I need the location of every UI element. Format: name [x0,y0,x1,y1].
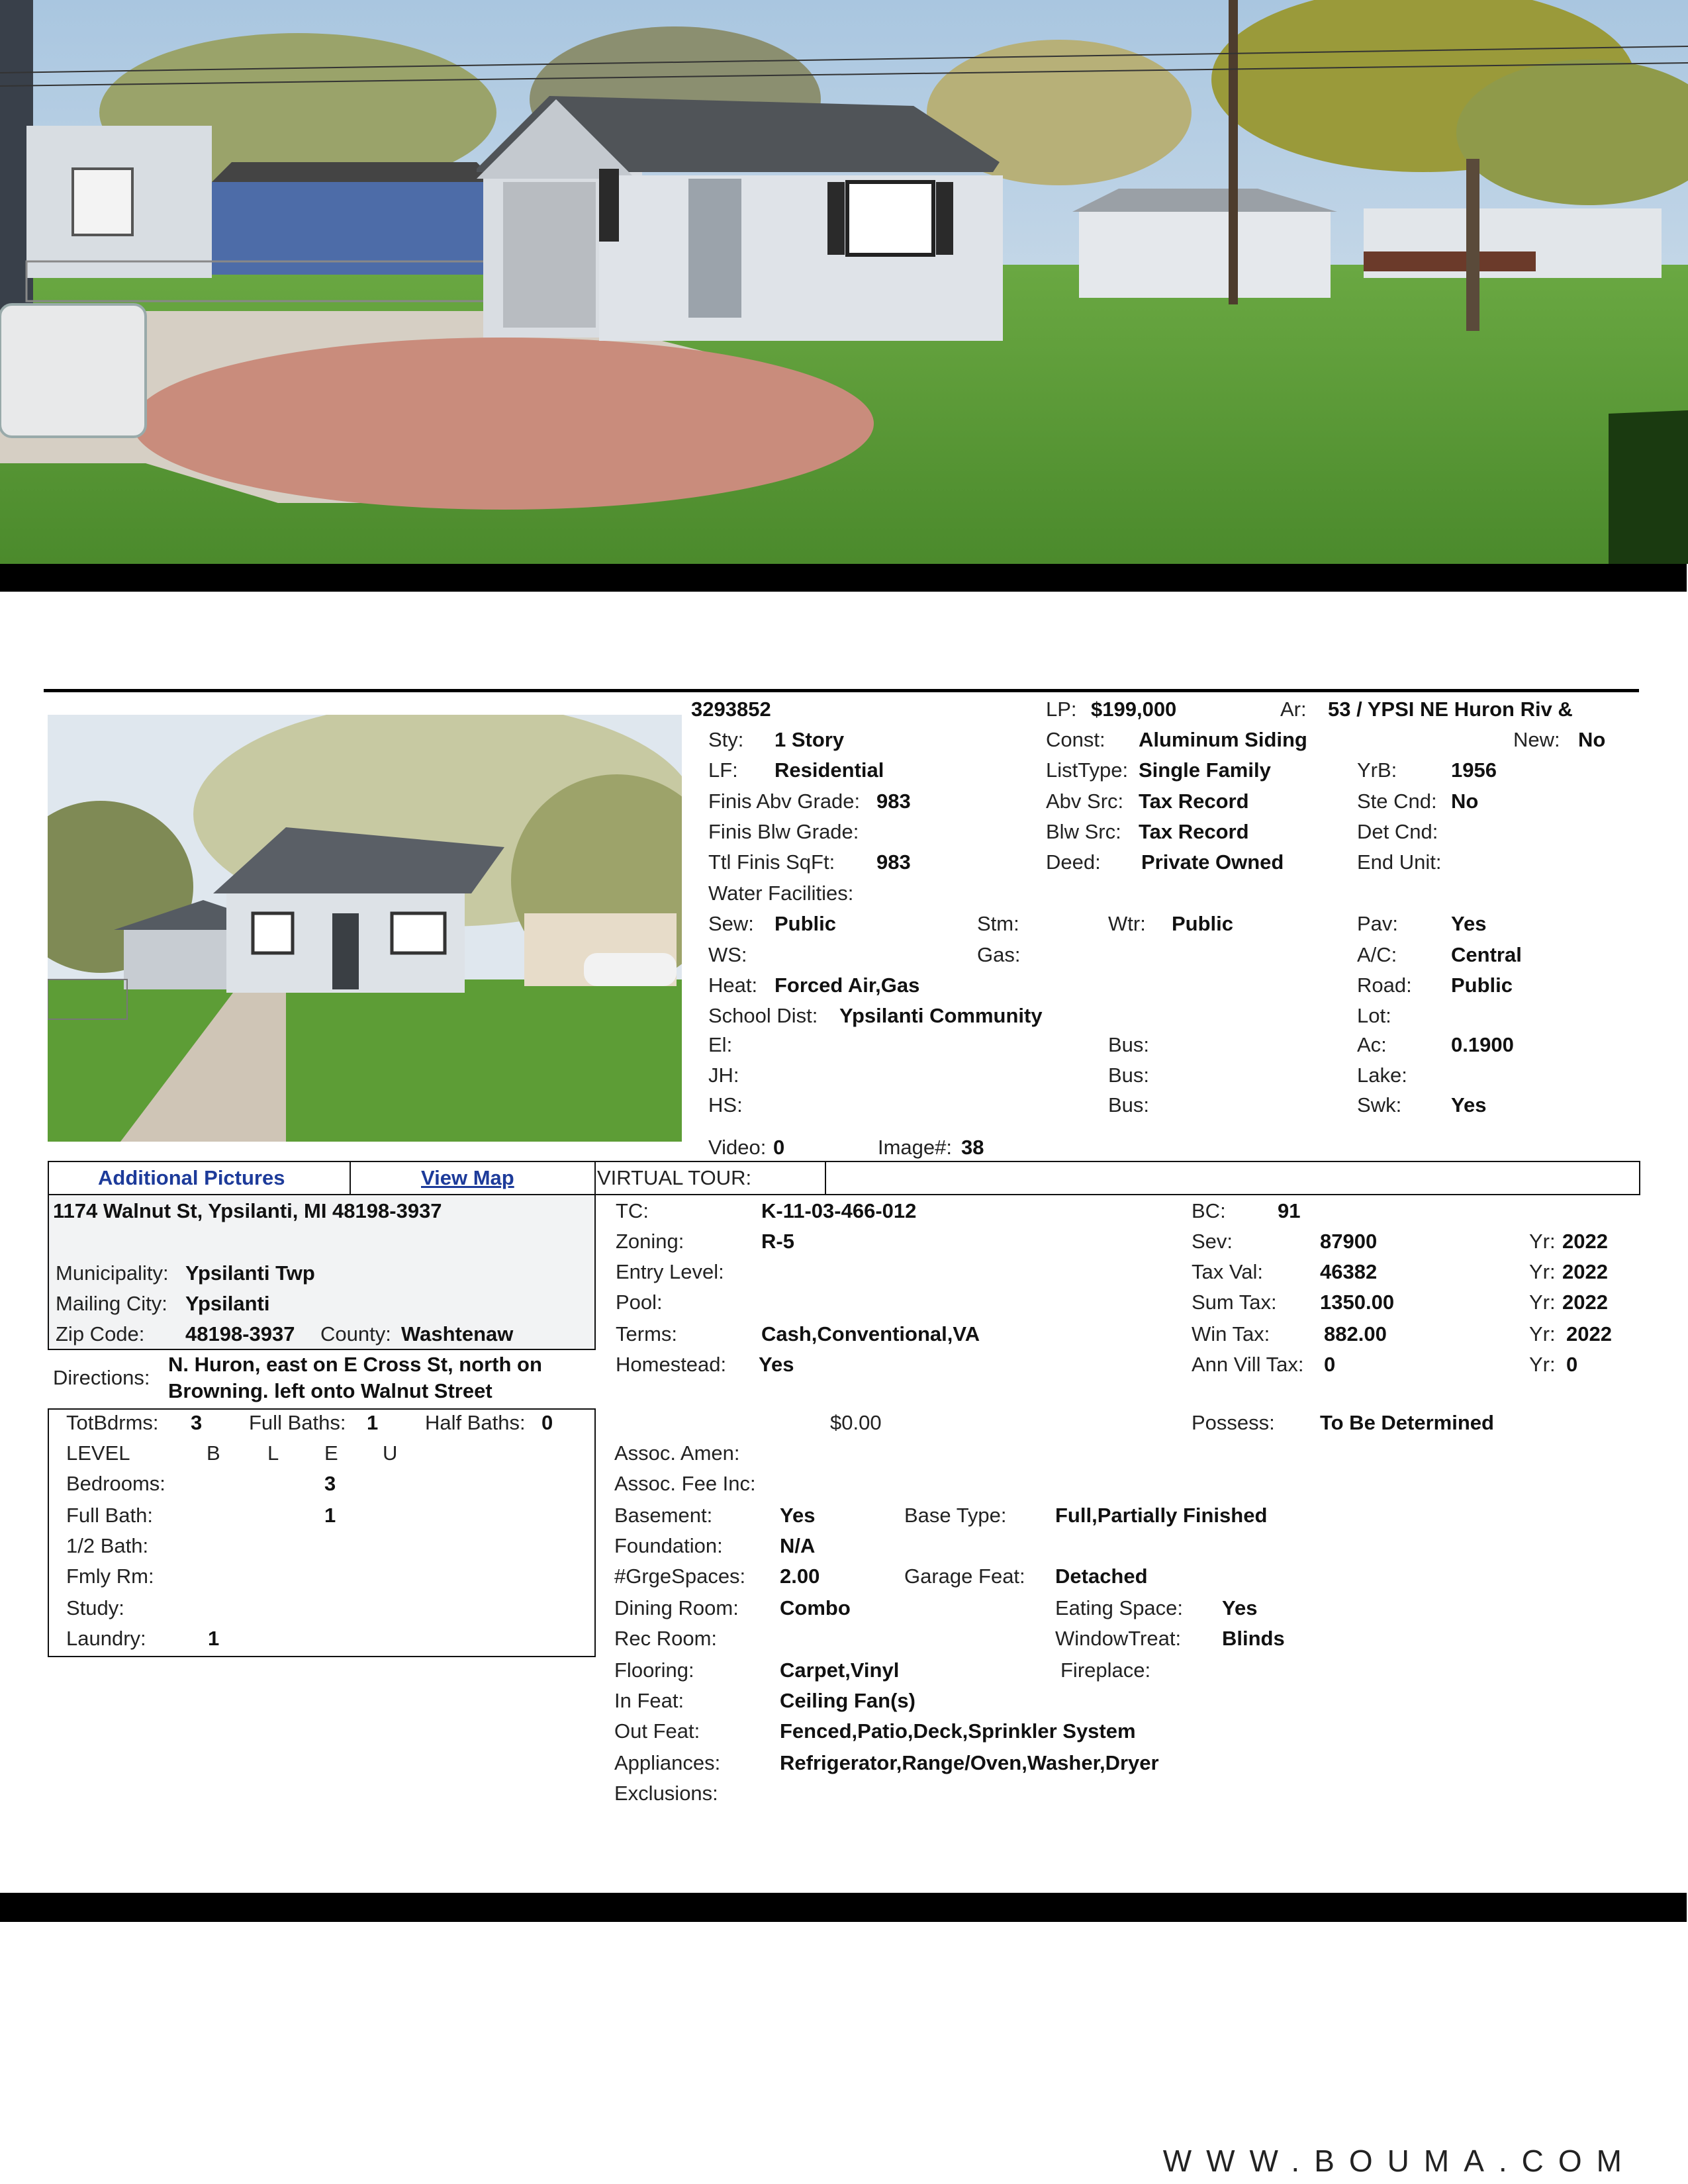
bedrooms-label: Bedrooms: [66,1472,165,1495]
base-type-label: Base Type: [904,1504,1007,1527]
water-facilities-label: Water Facilities: [708,882,854,905]
lake-label: Lake: [1357,1064,1407,1087]
basement-label: Basement: [614,1504,713,1527]
sum-tax-yr-label: Yr: [1529,1291,1556,1314]
sev-yr-label: Yr: [1529,1230,1556,1253]
sew-label: Sew: [708,912,754,935]
road-value: Public [1451,974,1513,997]
appliances-label: Appliances: [614,1751,721,1774]
tot-bdrms-label: TotBdrms: [66,1411,159,1434]
wtr-label: Wtr: [1108,912,1146,935]
win-tax-value: 882.00 [1324,1322,1387,1345]
appliances-value: Refrigerator,Range/Oven,Washer,Dryer [780,1751,1159,1774]
base-type-value: Full,Partially Finished [1055,1504,1268,1527]
directions-line2: Browning. left onto Walnut Street [168,1379,492,1402]
sev-yr-value: 2022 [1562,1230,1608,1253]
full-bath-e-value: 1 [324,1504,336,1527]
jh-label: JH: [708,1064,739,1087]
zip-value: 48198-3937 [185,1322,295,1345]
ws-label: WS: [708,943,747,966]
ann-vill-yr-label: Yr: [1529,1353,1556,1376]
ttl-finis-value: 983 [876,850,911,874]
area-value: 53 / YPSI NE Huron Riv & [1328,698,1573,721]
entry-level-label: Entry Level: [616,1260,724,1283]
tc-label: TC: [616,1199,649,1222]
blw-src-label: Blw Src: [1046,820,1121,843]
level-b-header: B [207,1441,220,1465]
year-built-value: 1956 [1451,758,1497,782]
window-treat-value: Blinds [1222,1627,1285,1650]
bedrooms-e-value: 3 [324,1472,336,1495]
virtual-tour-label: VIRTUAL TOUR: [597,1166,752,1189]
acres-label: Ac: [1357,1033,1387,1056]
hero-photo-backyard-garage [0,0,1688,564]
laundry-b-value: 1 [208,1627,220,1650]
finis-abv-value: 983 [876,790,911,813]
sev-value: 87900 [1320,1230,1378,1253]
tot-bdrms-value: 3 [191,1411,203,1434]
virtual-tour-link-cell[interactable] [825,1161,1640,1195]
pav-value: Yes [1451,912,1487,935]
eating-label: Eating Space: [1055,1596,1184,1619]
bottom-black-band [0,1893,1687,1922]
win-tax-yr-label: Yr: [1529,1322,1556,1345]
ac-label: A/C: [1357,943,1397,966]
deed-label: Deed: [1046,850,1101,874]
swk-value: Yes [1451,1093,1487,1116]
zip-label: Zip Code: [56,1322,145,1345]
mailing-city-value: Ypsilanti [185,1292,270,1315]
in-feat-value: Ceiling Fan(s) [780,1689,915,1712]
mls-number: 3293852 [691,698,771,721]
video-label: Video: [708,1136,767,1159]
study-label: Study: [66,1596,124,1619]
image-count: 38 [961,1136,984,1159]
tc-value: K-11-03-466-012 [761,1199,917,1222]
ttl-finis-label: Ttl Finis SqFt: [708,850,835,874]
fmly-rm-label: Fmly Rm: [66,1565,154,1588]
acres-value: 0.1900 [1451,1033,1514,1056]
full-baths-value: 1 [367,1411,379,1434]
win-tax-yr-value: 2022 [1566,1322,1612,1345]
pool-label: Pool: [616,1291,663,1314]
homestead-label: Homestead: [616,1353,727,1376]
in-feat-label: In Feat: [614,1689,684,1712]
lot-label: Lot: [1357,1004,1391,1027]
address-full: 1174 Walnut St, Ypsilanti, MI 48198-3937 [53,1199,442,1222]
county-label: County: [320,1322,391,1345]
new-value: No [1578,728,1606,751]
list-type-value: Single Family [1139,758,1271,782]
blw-src-value: Tax Record [1139,820,1249,843]
jh-bus-label: Bus: [1108,1064,1150,1087]
out-feat-value: Fenced,Patio,Deck,Sprinkler System [780,1719,1136,1743]
hs-label: HS: [708,1093,743,1116]
ann-vill-yr-value: 0 [1566,1353,1578,1376]
level-u-header: U [383,1441,398,1465]
zoning-label: Zoning: [616,1230,684,1253]
deed-value: Private Owned [1141,850,1284,874]
level-e-header: E [324,1441,338,1465]
flooring-value: Carpet,Vinyl [780,1659,900,1682]
tax-val-yr-label: Yr: [1529,1260,1556,1283]
laundry-label: Laundry: [66,1627,146,1650]
top-black-band [0,564,1687,592]
bc-label: BC: [1192,1199,1226,1222]
list-price: $199,000 [1091,698,1177,721]
flooring-label: Flooring: [614,1659,694,1682]
finis-blw-label: Finis Blw Grade: [708,820,859,843]
lf-value: Residential [774,758,884,782]
school-value: Ypsilanti Community [839,1004,1043,1027]
directions-label: Directions: [53,1366,150,1389]
list-type-label: ListType: [1046,758,1129,782]
road-label: Road: [1357,974,1412,997]
basement-value: Yes [780,1504,816,1527]
fireplace-label: Fireplace: [1060,1659,1151,1682]
half-baths-label: Half Baths: [425,1411,526,1434]
full-bath-label: Full Bath: [66,1504,153,1527]
directions-line1: N. Huron, east on E Cross St, north on [168,1353,542,1376]
possess-label: Possess: [1192,1411,1275,1434]
style-label: Sty: [708,728,744,751]
ste-cnd-value: No [1451,790,1479,813]
swk-label: Swk: [1357,1093,1402,1116]
assoc-amen-label: Assoc. Amen: [614,1441,740,1465]
finis-abv-label: Finis Abv Grade: [708,790,861,813]
eating-value: Yes [1222,1596,1258,1619]
style-value: 1 Story [774,728,845,751]
assoc-fee-inc-label: Assoc. Fee Inc: [614,1472,756,1495]
homestead-value: Yes [759,1353,794,1376]
dining-label: Dining Room: [614,1596,739,1619]
window-treat-label: WindowTreat: [1055,1627,1182,1650]
zoning-value: R-5 [761,1230,794,1253]
win-tax-label: Win Tax: [1192,1322,1270,1345]
ann-vill-label: Ann Vill Tax: [1192,1353,1304,1376]
sum-tax-label: Sum Tax: [1192,1291,1277,1314]
abv-src-label: Abv Src: [1046,790,1124,813]
foundation-label: Foundation: [614,1534,723,1557]
stm-label: Stm: [977,912,1019,935]
lf-label: LF: [708,758,738,782]
garage-feat-value: Detached [1055,1565,1148,1588]
municipality-label: Municipality: [56,1261,169,1285]
garage-spaces-label: #GrgeSpaces: [614,1565,746,1588]
level-header: LEVEL [66,1441,130,1465]
wtr-value: Public [1172,912,1234,935]
ann-vill-value: 0 [1324,1353,1336,1376]
footer-website[interactable]: WWW.BOUMA.COM [1162,2144,1636,2178]
tax-val-label: Tax Val: [1192,1260,1263,1283]
video-value: 0 [773,1136,785,1159]
exclusions-label: Exclusions: [614,1782,718,1805]
image-label: Image#: [878,1136,953,1159]
heat-value: Forced Air,Gas [774,974,920,997]
tax-val-value: 46382 [1320,1260,1378,1283]
thumbnail-photo-front-house [48,715,682,1142]
list-price-label: LP: [1046,698,1077,721]
foundation-value: N/A [780,1534,816,1557]
det-cnd-label: Det Cnd: [1357,820,1438,843]
sum-tax-yr-value: 2022 [1562,1291,1608,1314]
bc-value: 91 [1278,1199,1301,1222]
tax-val-yr-value: 2022 [1562,1260,1608,1283]
half-bath-label: 1/2 Bath: [66,1534,149,1557]
sheet-top-rule [44,689,1639,692]
construction-value: Aluminum Siding [1139,728,1307,751]
heat-label: Heat: [708,974,758,997]
ste-cnd-label: Ste Cnd: [1357,790,1437,813]
dining-value: Combo [780,1596,851,1619]
view-map-link[interactable]: View Map [421,1166,514,1189]
abv-src-value: Tax Record [1139,790,1249,813]
year-built-label: YrB: [1357,758,1397,782]
sum-tax-value: 1350.00 [1320,1291,1395,1314]
full-baths-label: Full Baths: [249,1411,346,1434]
hs-bus-label: Bus: [1108,1093,1150,1116]
el-bus-label: Bus: [1108,1033,1150,1056]
county-value: Washtenaw [401,1322,514,1345]
terms-label: Terms: [616,1322,677,1345]
half-baths-value: 0 [541,1411,553,1434]
rec-room-label: Rec Room: [614,1627,718,1650]
sew-value: Public [774,912,837,935]
assoc-fee-value: $0.00 [830,1411,882,1434]
level-l-header: L [267,1441,279,1465]
mailing-city-label: Mailing City: [56,1292,167,1315]
garage-spaces-value: 2.00 [780,1565,820,1588]
pav-label: Pav: [1357,912,1399,935]
gas-label: Gas: [977,943,1021,966]
garage-feat-label: Garage Feat: [904,1565,1025,1588]
possess-value: To Be Determined [1320,1411,1494,1434]
area-label: Ar: [1280,698,1307,721]
ac-value: Central [1451,943,1522,966]
out-feat-label: Out Feat: [614,1719,700,1743]
construction-label: Const: [1046,728,1105,751]
sev-label: Sev: [1192,1230,1233,1253]
terms-value: Cash,Conventional,VA [761,1322,980,1345]
end-unit-label: End Unit: [1357,850,1442,874]
new-label: New: [1513,728,1560,751]
school-label: School Dist: [708,1004,818,1027]
additional-pictures-link[interactable]: Additional Pictures [98,1166,285,1189]
el-label: El: [708,1033,733,1056]
municipality-value: Ypsilanti Twp [185,1261,315,1285]
